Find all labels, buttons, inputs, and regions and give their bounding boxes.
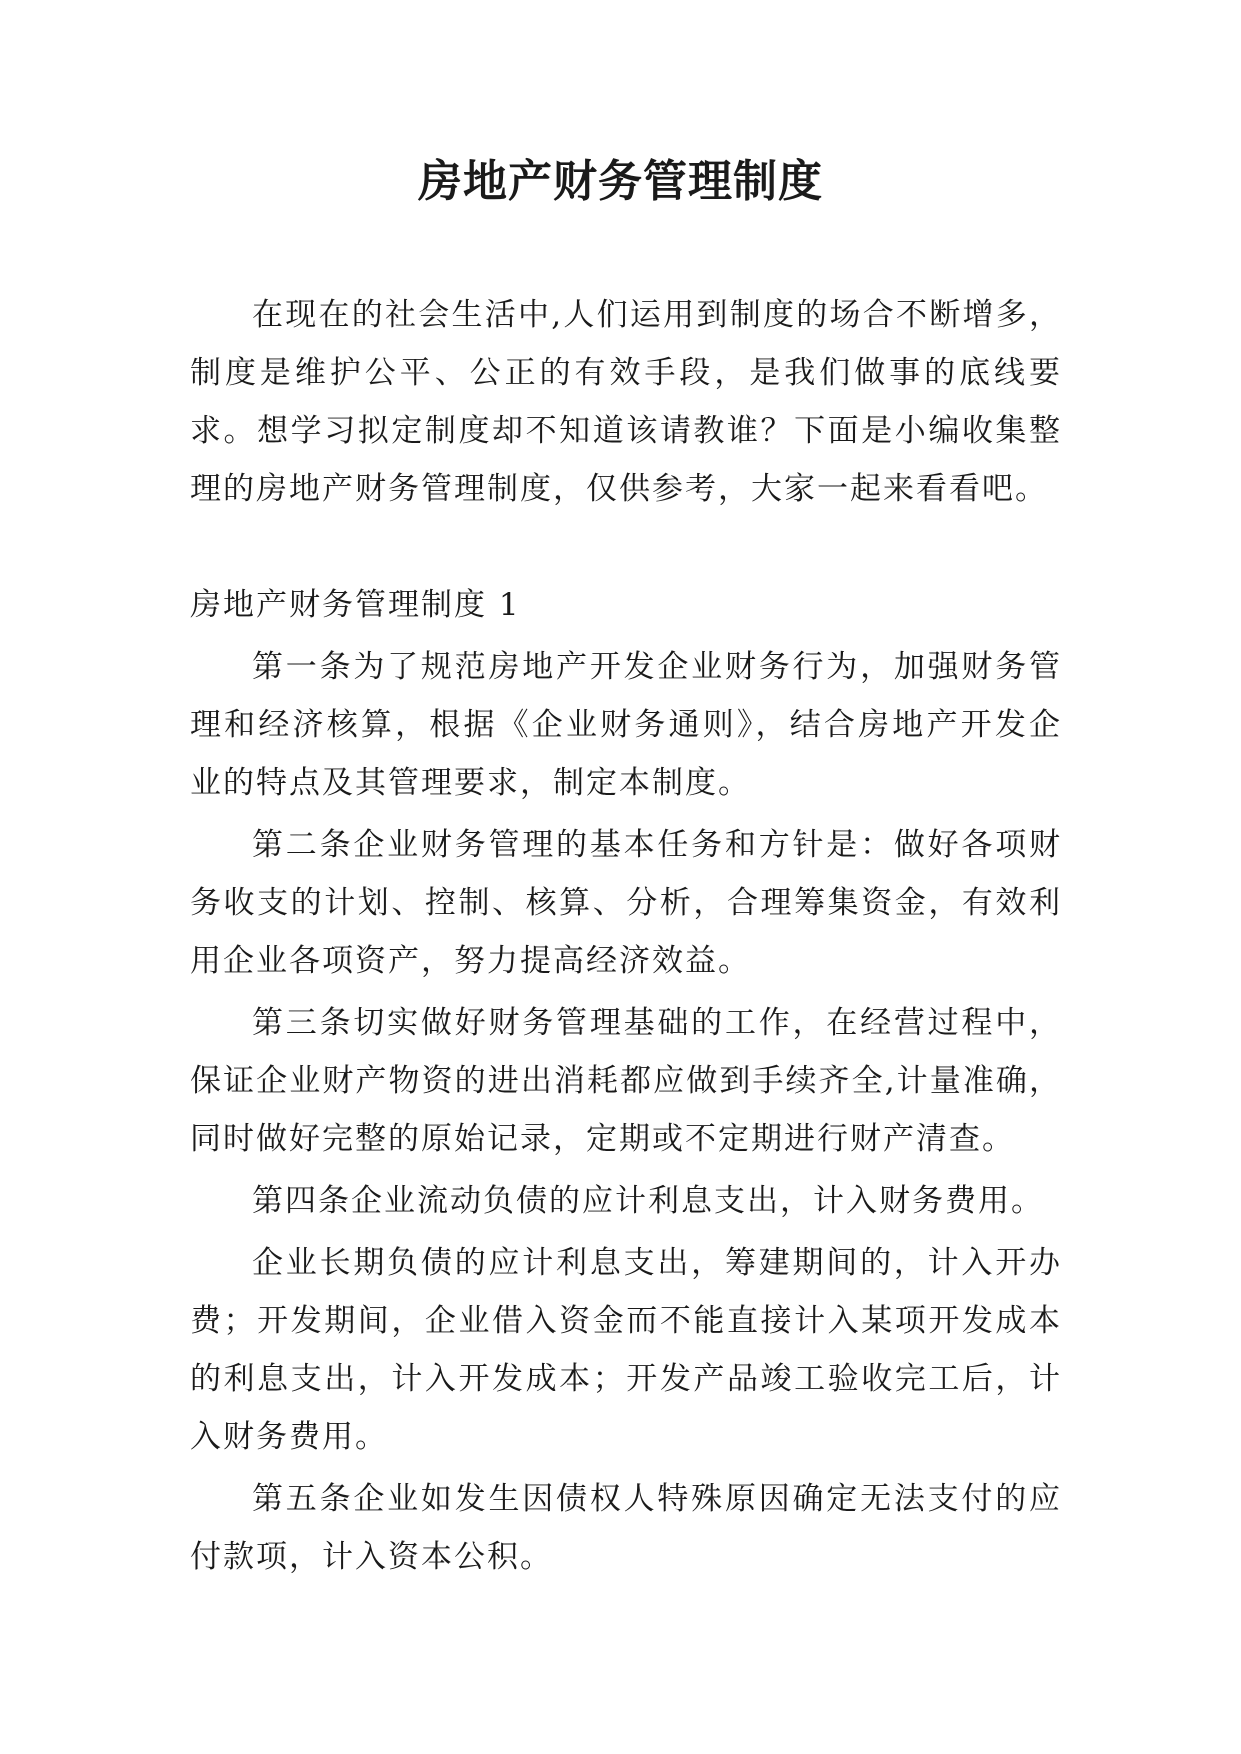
intro-paragraph: 在现在的社会生活中,人们运用到制度的场合不断增多，制度是维护公平、公正的有效手段，是我们做事的底线要求。想学习拟定制度却不知道该请教谁？下面是小编收集整理的房地产财务管理制度，仅供参考，大家一起来看看吧。 [190, 297, 1062, 507]
article-4-paragraph: 第四条企业流动负债的应计利息支出，计入财务费用。 [252, 1183, 1044, 1219]
document-title: 房地产财务管理制度 [418, 156, 823, 207]
long-term-debt-paragraph: 企业长期负债的应计利息支出，筹建期间的，计入开办费；开发期间，企业借入资金而不能直接计入某项开发成本的利息支出，计入开发成本；开发产品竣工验收完工后，计入财务费用。 [190, 1245, 1062, 1455]
article-3-paragraph: 第三条切实做好财务管理基础的工作，在经营过程中，保证企业财产物资的进出消耗都应做到手续齐全,计量准确，同时做好完整的原始记录，定期或不定期进行财产清查。 [190, 1005, 1062, 1157]
article-5-paragraph: 第五条企业如发生因债权人特殊原因确定无法支付的应付款项，计入资本公积。 [190, 1481, 1062, 1575]
article-2-paragraph: 第二条企业财务管理的基本任务和方针是：做好各项财务收支的计划、控制、核算、分析，合理筹集资金，有效利用企业各项资产，努力提高经济效益。 [190, 827, 1062, 979]
section-heading: 房地产财务管理制度 1 [190, 587, 521, 623]
document-body [190, 286, 1062, 1590]
article-1-paragraph: 第一条为了规范房地产开发企业财务行为，加强财务管理和经济核算，根据《企业财务通则》，结合房地产开发企业的特点及其管理要求，制定本制度。 [190, 649, 1062, 801]
